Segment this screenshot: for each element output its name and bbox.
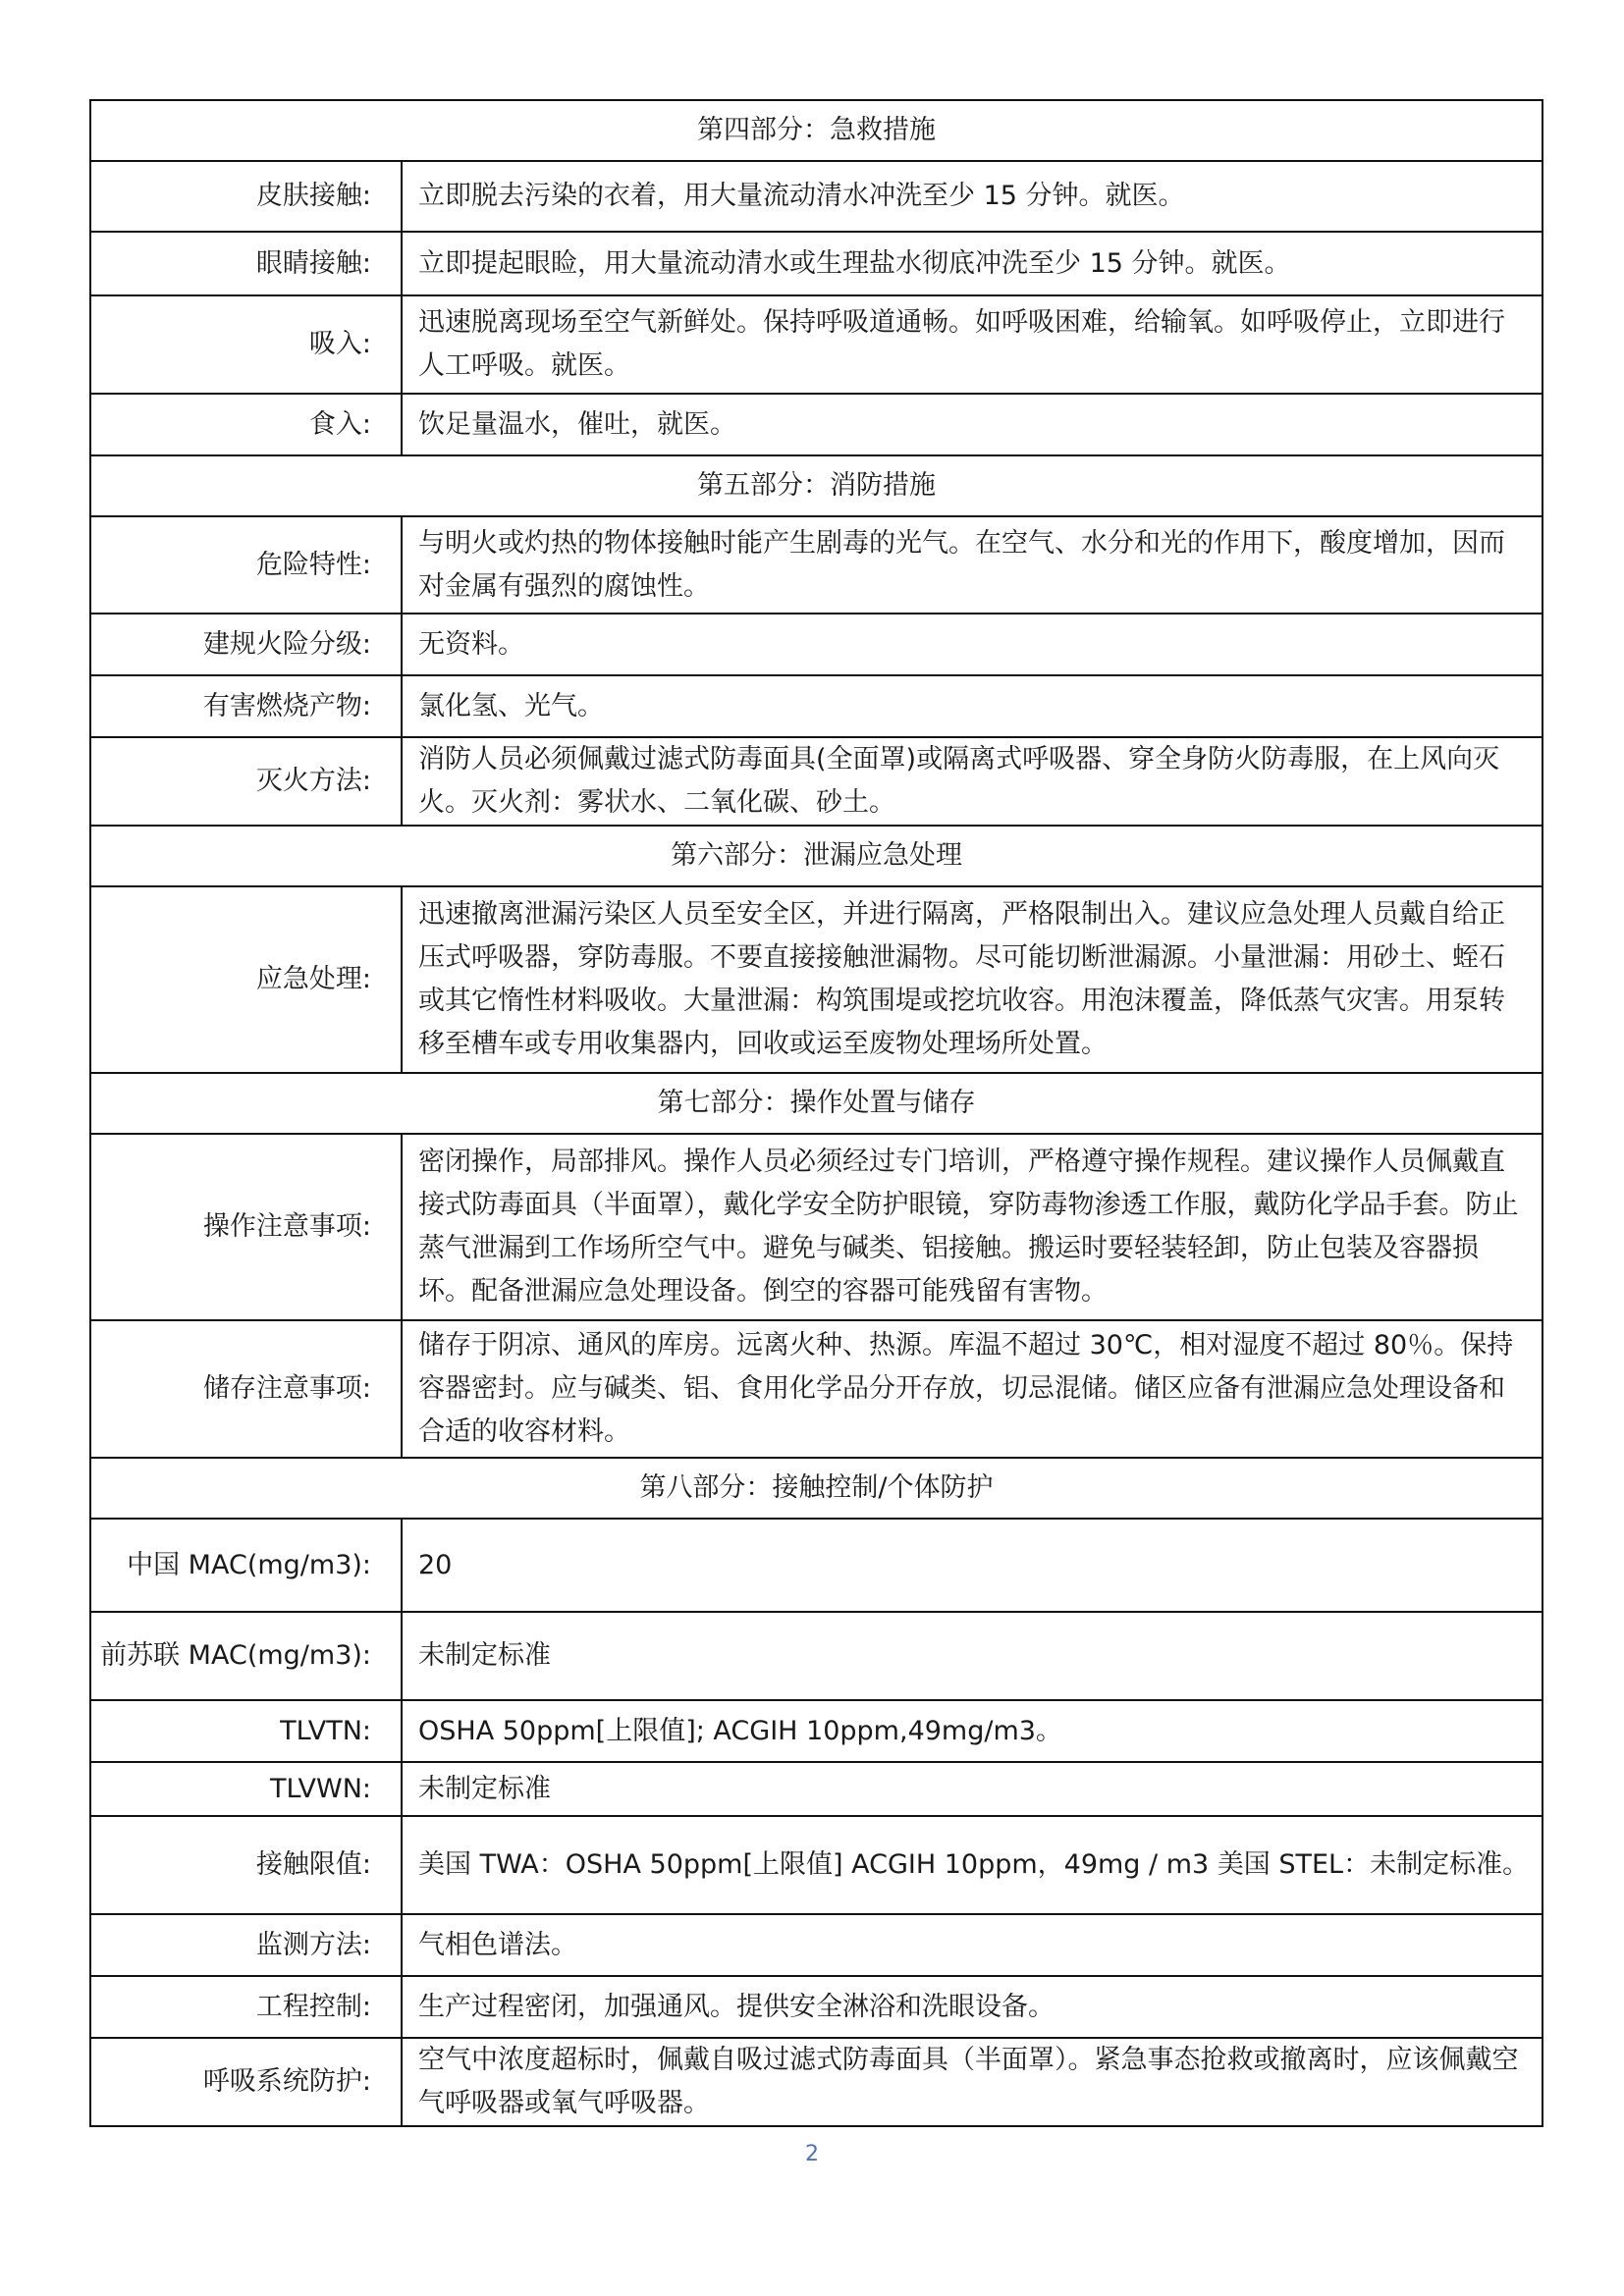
field-label: 呼吸系统防护: (90, 2038, 402, 2126)
section-header-row (90, 1458, 1543, 1519)
msds-table (89, 99, 1543, 2127)
section-header-row (90, 100, 1543, 161)
table-row (90, 1914, 1543, 1976)
field-value: 气相色谱法。 (402, 1914, 1543, 1976)
field-value: 无资料。 (402, 614, 1543, 675)
field-value: 迅速脱离现场至空气新鲜处。保持呼吸道通畅。如呼吸困难，给输氧。如呼吸停止，立即进行人工呼吸。就医。 (402, 295, 1543, 394)
section-header-row (90, 1073, 1543, 1134)
section-title: 第六部分：泄漏应急处理 (90, 826, 1543, 886)
field-label: 监测方法: (90, 1914, 402, 1976)
field-label: 灭火方法: (90, 737, 402, 826)
field-label: 吸入: (90, 295, 402, 394)
field-value: 迅速撤离泄漏污染区人员至安全区，并进行隔离，严格限制出入。建议应急处理人员戴自给正压式呼吸器，穿防毒服。不要直接接触泄漏物。尽可能切断泄漏源。小量泄漏：用砂土、蛭石或其它惰性材料吸收。大量泄漏：构筑围堤或挖坑收容。用泡沫覆盖，降低蒸气灾害。用泵转移至槽车或专用收集器内，回收或运至废物处理场所处置。 (402, 886, 1543, 1073)
field-value: 生产过程密闭，加强通风。提供安全淋浴和洗眼设备。 (402, 1976, 1543, 2038)
field-value: 美国 TWA：OSHA 50ppm[上限值] ACGIH 10ppm，49mg / m3 美国 STEL：未制定标准。 (402, 1816, 1543, 1914)
table-row (90, 737, 1543, 826)
section-title: 第四部分：急救措施 (90, 100, 1543, 161)
field-label: 储存注意事项: (90, 1320, 402, 1458)
table-row (90, 675, 1543, 737)
field-value: 饮足量温水，催吐，就医。 (402, 394, 1543, 455)
table-row (90, 2038, 1543, 2126)
table-row (90, 886, 1543, 1073)
field-label: 皮肤接触: (90, 161, 402, 232)
field-value: 氯化氢、光气。 (402, 675, 1543, 737)
field-value: 立即脱去污染的衣着，用大量流动清水冲洗至少 15 分钟。就医。 (402, 161, 1543, 232)
table-row (90, 1700, 1543, 1762)
field-value: OSHA 50ppm[上限值]; ACGIH 10ppm,49mg/m3。 (402, 1700, 1543, 1762)
field-value: 20 (402, 1519, 1543, 1612)
table-row (90, 614, 1543, 675)
table-row (90, 1816, 1543, 1914)
field-value: 消防人员必须佩戴过滤式防毒面具(全面罩)或隔离式呼吸器、穿全身防火防毒服，在上风向灭火。灭火剂：雾状水、二氧化碳、砂土。 (402, 737, 1543, 826)
field-label: 建规火险分级: (90, 614, 402, 675)
section-title: 第五部分：消防措施 (90, 455, 1543, 516)
field-label: 操作注意事项: (90, 1134, 402, 1320)
table-row (90, 1762, 1543, 1816)
field-label: TLVTN: (90, 1700, 402, 1762)
table-row (90, 295, 1543, 394)
table-row (90, 232, 1543, 295)
field-label: 眼睛接触: (90, 232, 402, 295)
field-value: 立即提起眼睑，用大量流动清水或生理盐水彻底冲洗至少 15 分钟。就医。 (402, 232, 1543, 295)
table-row (90, 1320, 1543, 1458)
table-row (90, 1134, 1543, 1320)
section-title: 第七部分：操作处置与储存 (90, 1073, 1543, 1134)
field-value: 密闭操作，局部排风。操作人员必须经过专门培训，严格遵守操作规程。建议操作人员佩戴直接式防毒面具（半面罩），戴化学安全防护眼镜，穿防毒物渗透工作服，戴防化学品手套。防止蒸气泄漏到工作场所空气中。避免与碱类、铝接触。搬运时要轻装轻卸，防止包装及容器损坏。配备泄漏应急处理设备。倒空的容器可能残留有害物。 (402, 1134, 1543, 1320)
field-label: 危险特性: (90, 516, 402, 614)
section-header-row (90, 455, 1543, 516)
field-label: 接触限值: (90, 1816, 402, 1914)
table-row (90, 516, 1543, 614)
field-label: 前苏联 MAC(mg/m3): (90, 1612, 402, 1700)
field-value: 未制定标准 (402, 1612, 1543, 1700)
field-value: 未制定标准 (402, 1762, 1543, 1816)
field-label: 应急处理: (90, 886, 402, 1073)
table-row (90, 1976, 1543, 2038)
field-label: 工程控制: (90, 1976, 402, 2038)
field-value: 储存于阴凉、通风的库房。远离火种、热源。库温不超过 30℃，相对湿度不超过 80％。保持容器密封。应与碱类、铝、食用化学品分开存放，切忌混储。储区应备有泄漏应急处理设备和合适的收容材料。 (402, 1320, 1543, 1458)
section-header-row (90, 826, 1543, 886)
field-label: 中国 MAC(mg/m3): (90, 1519, 402, 1612)
page-number: 2 (805, 2142, 819, 2166)
table-row (90, 1519, 1543, 1612)
table-row (90, 161, 1543, 232)
field-label: 食入: (90, 394, 402, 455)
field-label: 有害燃烧产物: (90, 675, 402, 737)
table-row (90, 394, 1543, 455)
field-value: 与明火或灼热的物体接触时能产生剧毒的光气。在空气、水分和光的作用下，酸度增加，因而对金属有强烈的腐蚀性。 (402, 516, 1543, 614)
field-label: TLVWN: (90, 1762, 402, 1816)
section-title: 第八部分：接触控制/个体防护 (90, 1458, 1543, 1519)
field-value: 空气中浓度超标时，佩戴自吸过滤式防毒面具（半面罩）。紧急事态抢救或撤离时，应该佩戴空气呼吸器或氧气呼吸器。 (402, 2038, 1543, 2126)
table-row (90, 1612, 1543, 1700)
